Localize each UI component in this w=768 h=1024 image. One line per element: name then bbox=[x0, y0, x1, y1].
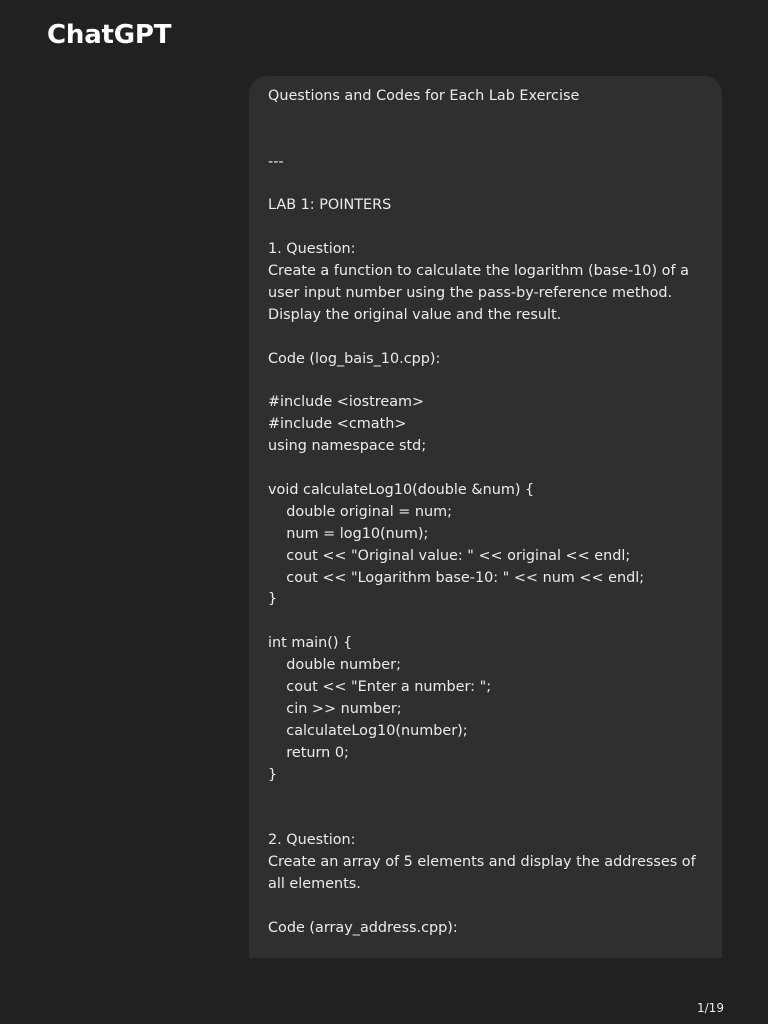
message-line: num = log10(num); bbox=[268, 525, 429, 542]
message-line: cout << "Logarithm base-10: " << num << endl; bbox=[268, 569, 645, 586]
message-line: double original = num; bbox=[268, 503, 453, 520]
message-line bbox=[268, 896, 703, 918]
message-line: } bbox=[268, 591, 278, 608]
message-line: 1. Question: bbox=[268, 241, 356, 258]
message-line: int main() { bbox=[268, 635, 353, 652]
message-line: #include <cmath> bbox=[268, 416, 407, 433]
message-line bbox=[268, 174, 703, 196]
message-line bbox=[268, 217, 703, 239]
message-line: Code (log_bais_10.cpp): bbox=[268, 350, 441, 367]
message-line: #include <iostream> bbox=[268, 394, 425, 411]
message-line: all elements. bbox=[268, 876, 361, 893]
message-line: cout << "Original value: " << original << endl; bbox=[268, 547, 631, 564]
message-line: double number; bbox=[268, 657, 401, 674]
message-line: Display the original value and the result. bbox=[268, 306, 562, 323]
message-line bbox=[268, 808, 703, 830]
message-line: Create an array of 5 elements and display the addresses of bbox=[268, 854, 696, 871]
message-bubble bbox=[249, 76, 722, 958]
message-line: Code (array_address.cpp): bbox=[268, 919, 458, 936]
message-line bbox=[268, 787, 703, 809]
app-title: ChatGPT bbox=[47, 20, 172, 50]
message-line: 2. Question: bbox=[268, 832, 356, 849]
message-line: Create a function to calculate the logarithm (base-10) of a bbox=[268, 263, 689, 280]
message-line: cin >> number; bbox=[268, 700, 402, 717]
message-line: LAB 1: POINTERS bbox=[268, 197, 392, 214]
message-line bbox=[268, 130, 703, 152]
message-line bbox=[268, 371, 703, 393]
message-line: calculateLog10(number); bbox=[268, 722, 468, 739]
message-line: cout << "Enter a number: "; bbox=[268, 679, 492, 696]
message-line: } bbox=[268, 766, 278, 783]
message-line: return 0; bbox=[268, 744, 349, 761]
message-line: void calculateLog10(double &num) { bbox=[268, 482, 535, 499]
message-line: --- bbox=[268, 153, 284, 170]
message-line bbox=[268, 611, 703, 633]
page-indicator: 1/19 bbox=[697, 1001, 724, 1015]
message-line bbox=[268, 458, 703, 480]
message-line: user input number using the pass-by-reference method. bbox=[268, 285, 673, 302]
message-line bbox=[268, 327, 703, 349]
message-line bbox=[268, 108, 703, 130]
message-line: Questions and Codes for Each Lab Exercise bbox=[268, 88, 580, 104]
message-line: using namespace std; bbox=[268, 438, 427, 455]
